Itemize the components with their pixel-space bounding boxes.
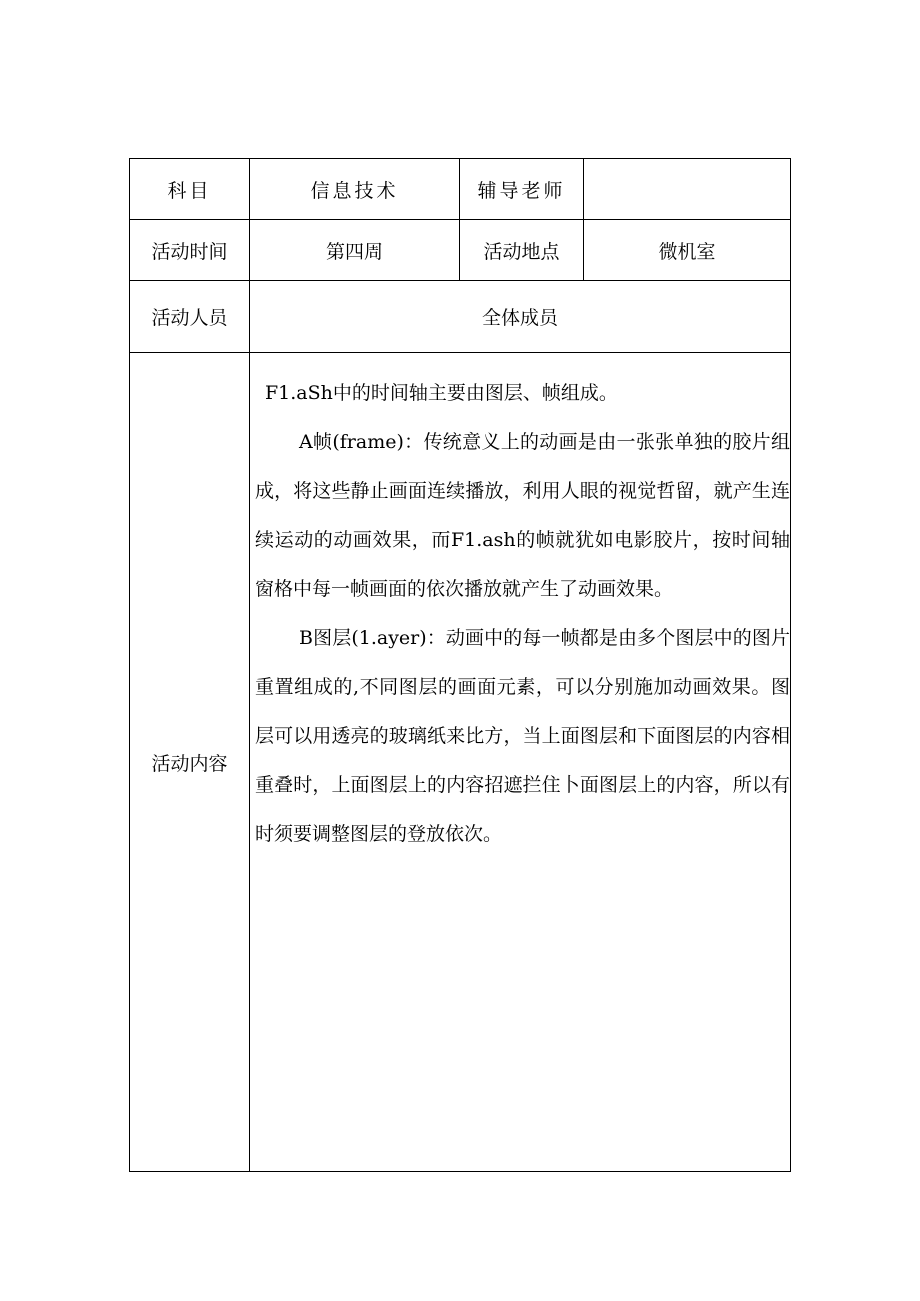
place-label: 活动地点 [460,220,584,281]
teacher-value [584,159,791,220]
subject-value: 信息技术 [250,159,460,220]
content-label: 活动内容 [130,353,250,1172]
subject-label: 科目 [130,159,250,220]
time-label: 活动时间 [130,220,250,281]
people-label: 活动人员 [130,281,250,353]
content-row [130,353,791,1172]
content-paragraph-intro: F1.aSh中的时间轴主要由图层、帧组成。 [265,382,618,404]
time-row [130,220,791,281]
activity-record-table [129,158,791,1172]
content-cell [250,353,791,1172]
people-row [130,281,791,353]
time-value: 第四周 [250,220,460,281]
content-paragraph-layer: B图层(1.ayer)：动画中的每一帧都是由多个图层中的图片重置组成的,不同图层的画面元素，可以分别施加动画效果。图层可以用透亮的玻璃纸来比方，当上面图层和下面图层的内容相重叠时，上面图层上的内容招遮拦住卜面图层上的内容，所以有时须要调整图层的登放依次。 [255,627,790,845]
content-paragraph-frame: A帧(frame)：传统意义上的动画是由一张张单独的胶片组成，将这些静止画面连续播放，利用人眼的视觉哲留，就产生连续运动的动画效果，而F1.ash的帧就犹如电影胶片，按时间轴窗格中每一帧画面的依次播放就产生了动画效果。 [255,431,790,600]
subject-row [130,159,791,220]
people-value: 全体成员 [250,281,791,353]
teacher-label: 辅导老师 [460,159,584,220]
content-body [250,353,790,859]
place-value: 微机室 [584,220,791,281]
